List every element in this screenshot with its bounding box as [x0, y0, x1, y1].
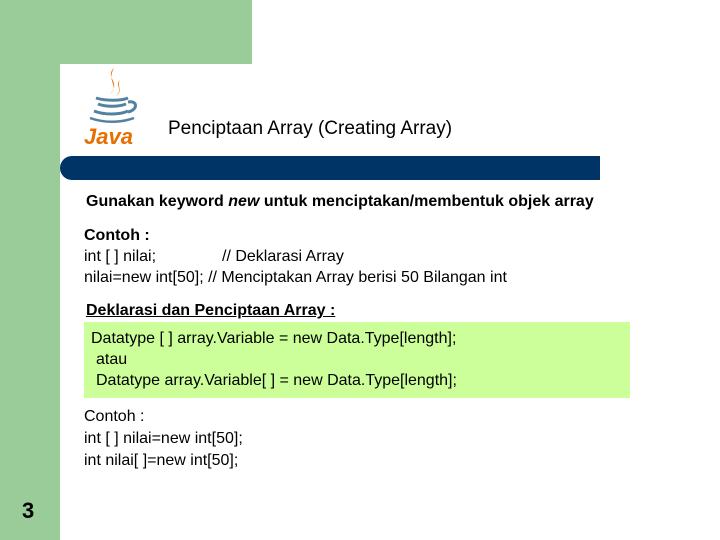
example2-line2: int nilai[ ]=new int[50];	[84, 452, 239, 469]
intro-text	[86, 192, 594, 212]
example2-line1: int [ ] nilai=new int[50];	[84, 430, 243, 447]
syntax-line1: Datatype [ ] array.Variable = new Data.Type[length];	[91, 330, 457, 347]
slide-title: Penciptaan Array (Creating Array)	[168, 118, 453, 139]
title-bar	[60, 156, 600, 180]
slide-number: 3	[22, 498, 35, 523]
example2-heading: Contoh :	[84, 408, 145, 425]
intro-part2: untuk menciptakan/membentuk objek array	[259, 193, 594, 210]
intro-keyword: new	[228, 193, 260, 210]
example1-line1-code: int [ ] nilai;	[84, 248, 157, 265]
intro-part1: Gunakan keyword	[86, 193, 229, 210]
example1-heading: Contoh :	[84, 227, 150, 244]
syntax-line3: Datatype array.Variable[ ] = new Data.Type[length];	[96, 372, 457, 389]
syntax-line2: atau	[96, 351, 128, 368]
section-heading: Deklarasi dan Penciptaan Array :	[86, 302, 336, 319]
java-logo-text: Java	[84, 124, 133, 149]
syntax-box	[84, 322, 630, 398]
example1-line2: nilai=new int[50]; // Menciptakan Array berisi 50 Bilangan int	[84, 269, 507, 286]
left-green-band	[0, 0, 60, 540]
example1-line1-comment: // Deklarasi Array	[222, 248, 344, 265]
top-green-band	[0, 0, 252, 64]
java-logo-icon	[80, 64, 142, 152]
example1-line1	[84, 247, 344, 267]
